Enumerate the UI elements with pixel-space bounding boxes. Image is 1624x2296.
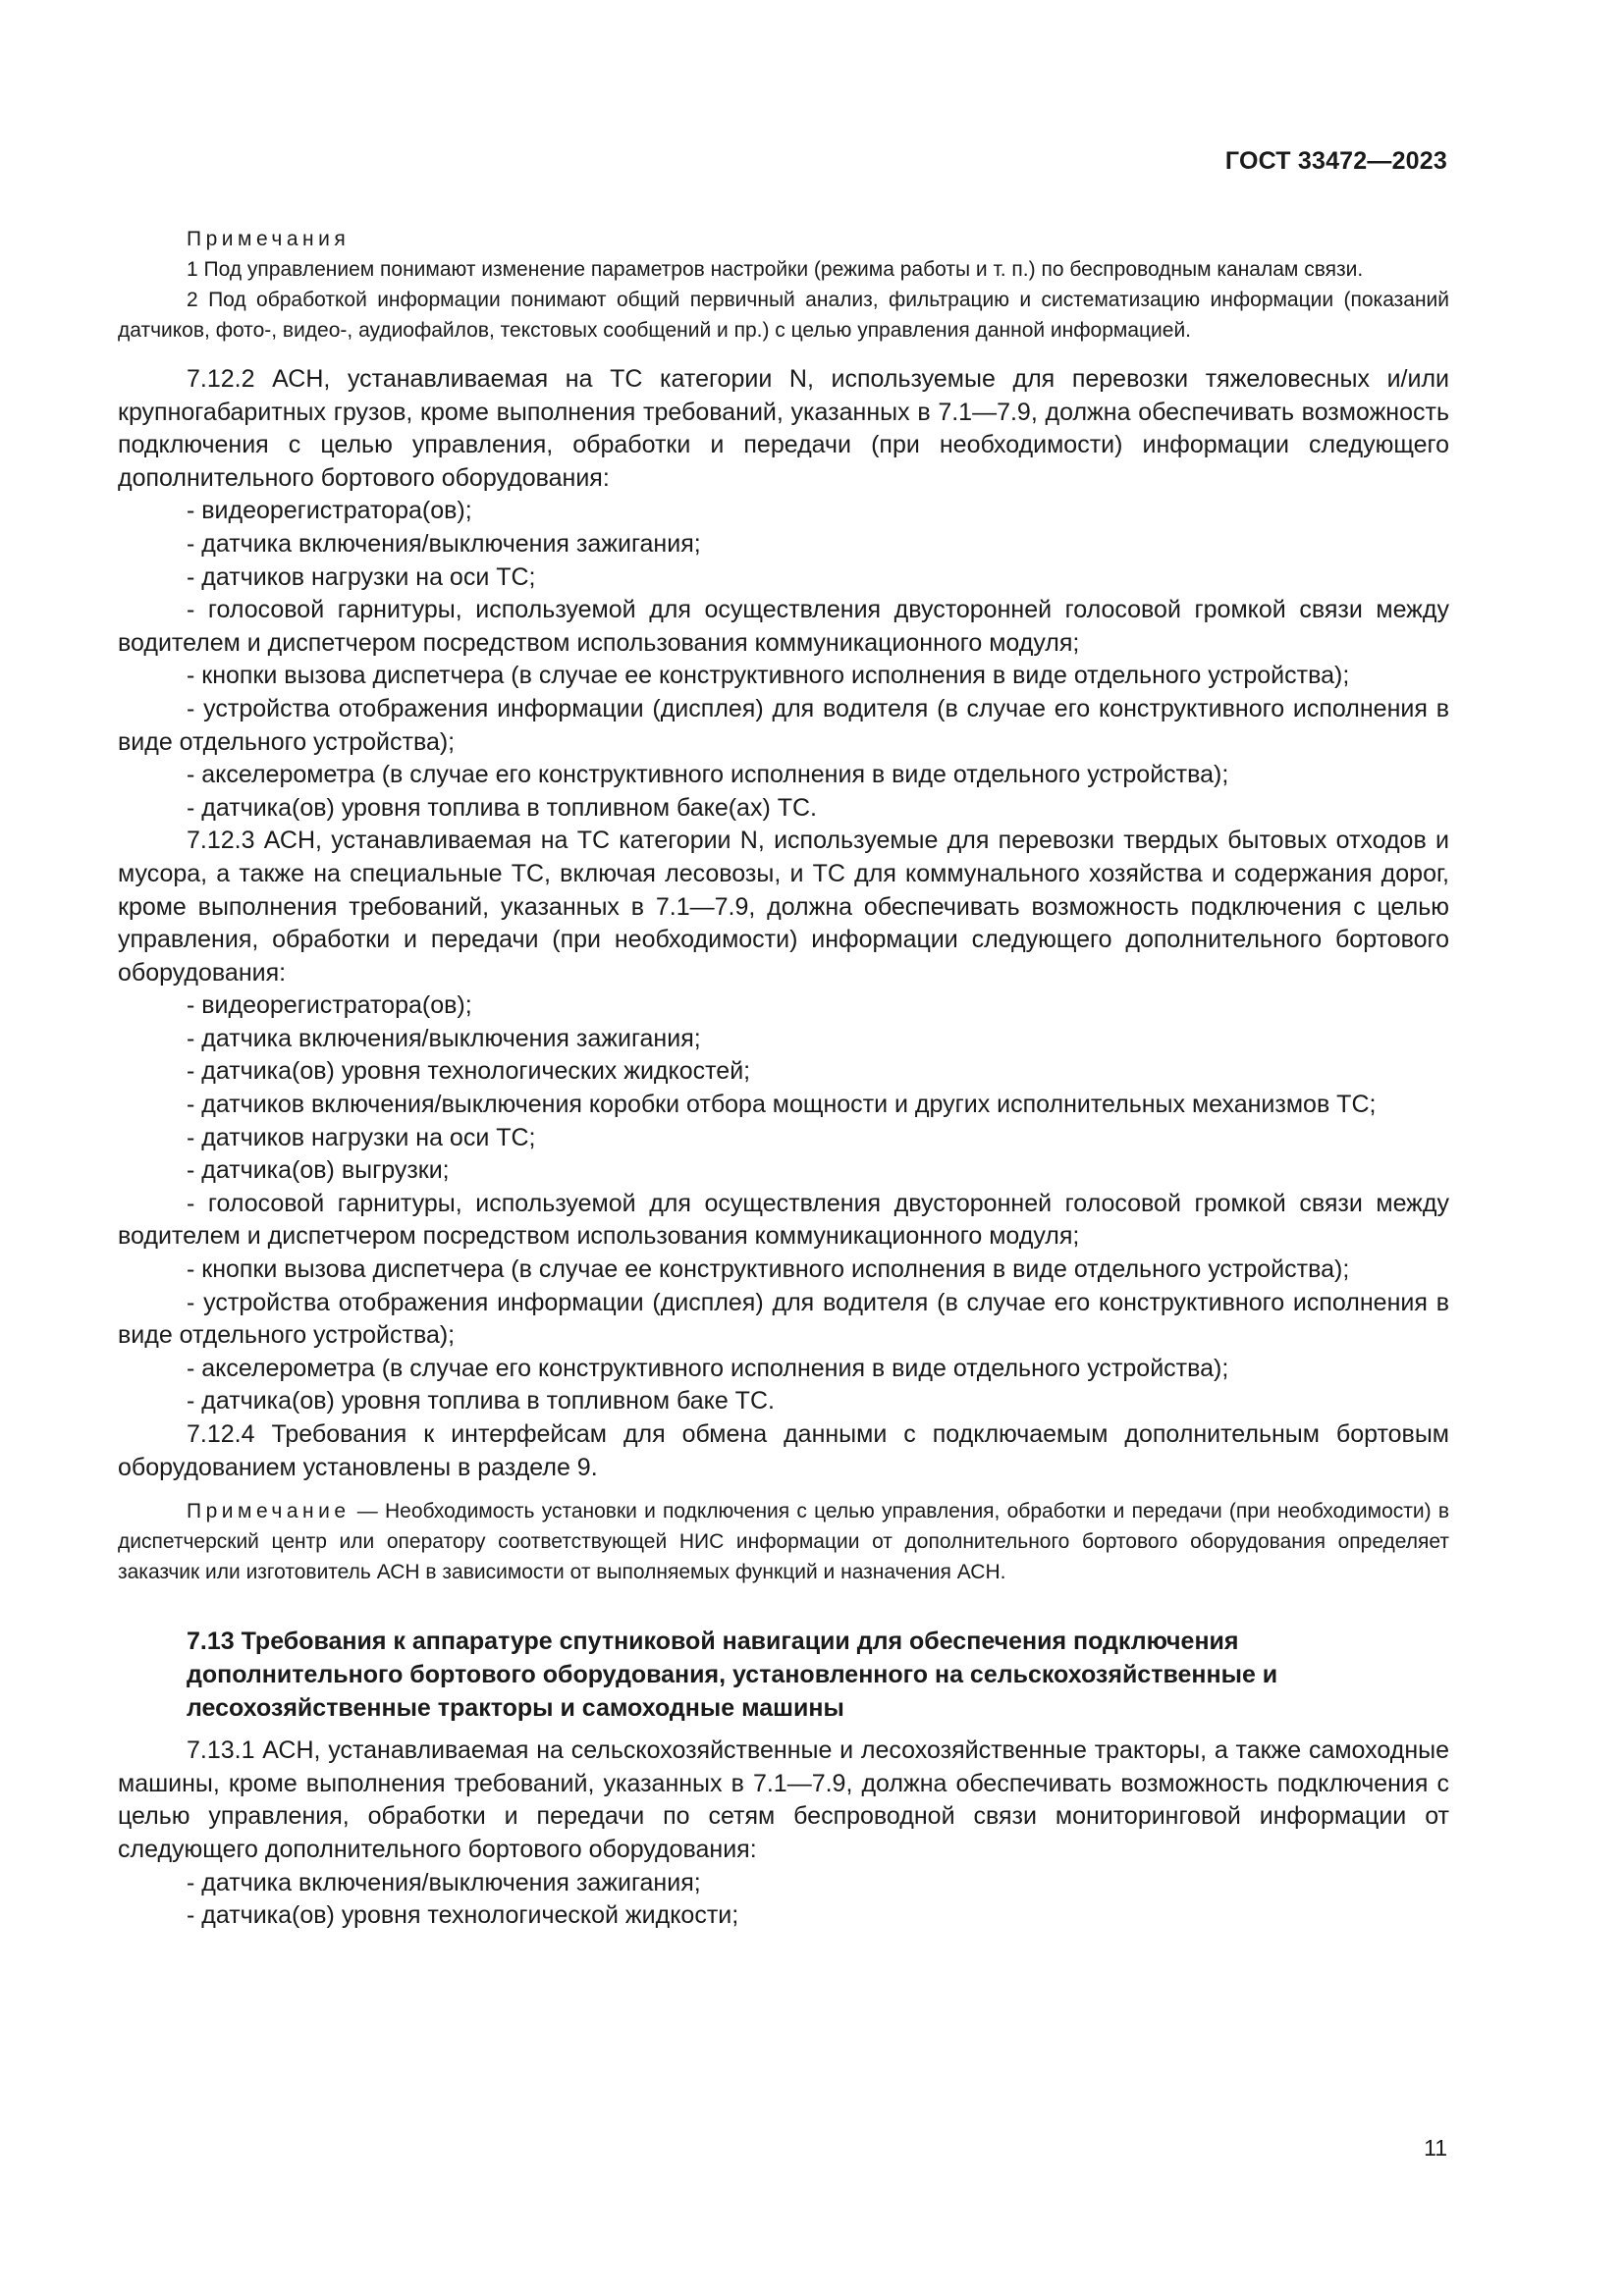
list-item: - датчика включения/выключения зажигания; <box>187 529 701 558</box>
note-item-1: 1 Под управлением понимают изменение параметров настройки (режима работы и т. п.) по беспроводным каналам связи. <box>187 258 1364 281</box>
list-item: - устройства отображения информации (дисплея) для водителя (в случае его конструктивного исполнения в виде отдельного устройства); <box>118 1288 1449 1350</box>
clause-7-12-2-intro: 7.12.2 АСН, устанавливаемая на ТС категории N, используемые для перевозки тяжеловесных и/или крупногабаритных грузов, кроме выполнения требований, указанных в 7.1—7.9, должна обеспечивать возможность подключения с целью управления, обработки и передачи (при необходимости) информации следующего дополнительного бортового оборудования: <box>118 365 1449 492</box>
clause-7-12-2 <box>118 363 1449 825</box>
list-item: - акселерометра (в случае его конструктивного исполнения в виде отдельного устройства); <box>187 1354 1229 1382</box>
list-item: - датчика(ов) уровня топлива в топливном баке(ах) ТС. <box>187 793 817 822</box>
list-item: - датчика(ов) выгрузки; <box>187 1156 450 1185</box>
list-item: - устройства отображения информации (дисплея) для водителя (в случае его конструктивного исполнения в виде отдельного устройства); <box>118 694 1449 756</box>
list-item: - видеорегистратора(ов); <box>187 991 472 1020</box>
clause-7-13-1 <box>118 1735 1449 1933</box>
list-item: - датчика включения/выключения зажигания; <box>187 1868 701 1896</box>
note-text: — Необходимость установки и подключения с целью управления, обработки и передачи (при необходимости) в диспетчерский центр или оператору соответствующей НИС информации от дополнительного бортового оборудования определяет заказчик или изготовитель АСН в зависимости от выполняемых функций и назначения АСН. <box>118 1500 1449 1584</box>
list-item: - кнопки вызова диспетчера (в случае ее конструктивного исполнения в виде отдельного устройства); <box>187 1255 1350 1284</box>
list-item: - датчиков нагрузки на оси ТС; <box>187 1123 536 1151</box>
list-item: - голосовой гарнитуры, используемой для осуществления двусторонней голосовой громкой связи между водителем и диспетчером посредством использования коммуникационного модуля; <box>118 1189 1449 1251</box>
list-item: - датчика(ов) уровня топлива в топливном баке ТС. <box>187 1387 775 1415</box>
clause-7-12-3 <box>118 825 1449 1418</box>
document-code-header: ГОСТ 33472—2023 <box>1224 147 1447 175</box>
list-item: - датчиков включения/выключения коробки отбора мощности и других исполнительных механизмов ТС; <box>187 1091 1377 1119</box>
list-item: - датчиков нагрузки на оси ТС; <box>187 562 536 591</box>
notes-title: Примечания <box>187 228 351 250</box>
list-item: - видеорегистратора(ов); <box>187 497 472 525</box>
note-single <box>118 1496 1449 1587</box>
list-item: - датчика(ов) уровня технологической жидкости; <box>187 1901 739 1930</box>
list-item: - датчика включения/выключения зажигания; <box>187 1024 701 1052</box>
clause-7-12-3-intro: 7.12.3 АСН, устанавливаемая на ТС категории N, используемые для перевозки твердых бытовых отходов и мусора, а также на специальные ТС, включая лесовозы, и ТС для коммунального хозяйства и содержания дорог, кроме выполнения требований, указанных в 7.1—7.9, должна обеспечивать возможность подключения с целью управления, обработки и передачи (при необходимости) информации следующего дополнительного бортового оборудования: <box>118 827 1449 987</box>
note-label: Примечание <box>187 1500 351 1523</box>
note-item-2: 2 Под обработкой информации понимают общий первичный анализ, фильтрацию и систематизацию информации (показаний датчиков, фото-, видео-, аудиофайлов, текстовых сообщений и пр.) с целью управления данной информацией. <box>118 289 1449 342</box>
notes-top <box>118 224 1449 346</box>
clause-7-12-4 <box>118 1418 1449 1484</box>
list-item: - голосовой гарнитуры, используемой для осуществления двусторонней голосовой громкой связи между водителем и диспетчером посредством использования коммуникационного модуля; <box>118 596 1449 657</box>
page-number: 11 <box>1424 2135 1447 2161</box>
list-item: - кнопки вызова диспетчера (в случае ее конструктивного исполнения в виде отдельного устройства); <box>187 662 1350 690</box>
section-heading-7-13: 7.13 Требования к аппаратуре спутниковой навигации для обеспечения подключения дополнительного бортового оборудования, установленного на сельскохозяйственные и лесохозяйственные тракторы и самоходные машины <box>187 1628 1278 1723</box>
list-item: - датчика(ов) уровня технологических жидкостей; <box>187 1057 751 1086</box>
clause-7-13-1-intro: 7.13.1 АСН, устанавливаемая на сельскохозяйственные и лесохозяйственные тракторы, а также самоходные машины, кроме выполнения требований, указанных в 7.1—7.9, должна обеспечивать возможность подключения с целью управления, обработки и передачи по сетям беспроводной связи мониторинговой информации от следующего дополнительного бортового оборудования: <box>118 1736 1449 1863</box>
page-content <box>118 224 1449 1933</box>
list-item: - акселерометра (в случае его конструктивного исполнения в виде отдельного устройства); <box>187 761 1229 789</box>
clause-7-12-4-text: 7.12.4 Требования к интерфейсам для обмена данными с подключаемым дополнительным бортовым оборудованием установлены в разделе 9. <box>118 1420 1449 1481</box>
